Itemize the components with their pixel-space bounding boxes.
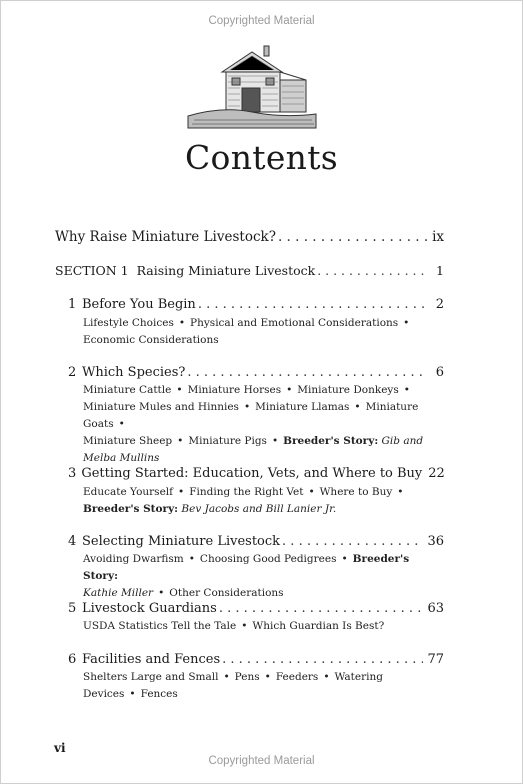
chapter-title: Which Species?: [82, 365, 186, 380]
chapter-title: Before You Begin: [82, 297, 196, 312]
dot-leader: [282, 534, 423, 549]
breeder-story-name: Bev Jacobs and Bill Lanier Jr.: [181, 503, 337, 515]
topic: Miniature Donkeys: [297, 384, 399, 396]
chapter-topics: Avoiding Dwarfism • Choosing Good Pedigrees • Breeder's Story: Kathie Miller • Other Considerations: [83, 553, 410, 599]
topic: Physical and Emotional Considerations: [190, 317, 399, 329]
toc-chapter: [68, 466, 444, 481]
topic: Miniature Mules and Hinnies: [83, 401, 239, 413]
watermark-bottom: Copyrighted Material: [208, 755, 315, 767]
topic: Miniature Cattle: [83, 384, 172, 396]
dot-leader: [219, 601, 424, 616]
toc-chapter: [68, 601, 444, 616]
section-label: SECTION 1 Raising Miniature Livestock: [55, 263, 316, 278]
topic: Finding the Right Vet: [189, 486, 304, 498]
topic: Fences: [140, 688, 178, 700]
toc-chapter: [68, 297, 444, 312]
page-title: Contents: [184, 138, 338, 177]
topic: Pens: [234, 671, 260, 683]
topic: Avoiding Dwarfism: [83, 553, 184, 565]
chapter-page: 63: [427, 601, 444, 616]
chapter-title: Livestock Guardians: [82, 601, 217, 616]
breeder-story-label: Breeder's Story:: [83, 553, 410, 582]
topic: Choosing Good Pedigrees: [199, 553, 337, 565]
topic: Miniature Pigs: [188, 435, 267, 447]
chapter-topics: Miniature Cattle • Miniature Horses • Miniature Donkeys • Miniature Mules and Hinnies • Miniature Llamas • Miniature Goats • Miniature Sheep • Miniature Pigs • Breeder's Story: Gib and Melba Mullins: [83, 384, 424, 464]
chapter-number: 1: [68, 297, 77, 312]
topic: Miniature Goats: [83, 401, 419, 430]
topic: Educate Yourself: [83, 486, 174, 498]
toc-chapter: [68, 652, 444, 667]
dot-leader: [198, 297, 428, 312]
chapter-topics: Lifestyle Choices • Physical and Emotional Considerations • Economic Considerations: [83, 317, 410, 346]
toc-section-1: [55, 263, 444, 278]
chapter-page: 36: [427, 534, 444, 549]
topic: Miniature Horses: [187, 384, 282, 396]
breeder-story-label: Breeder's Story:: [283, 435, 379, 447]
topic: USDA Statistics Tell the Tale: [83, 620, 237, 632]
chapter-number: 4: [68, 534, 77, 549]
topic: Other Considerations: [169, 587, 284, 599]
dot-leader: [278, 229, 428, 245]
section-page: 1: [436, 263, 444, 278]
watermark-top: Copyrighted Material: [208, 15, 315, 27]
chapter-topics: USDA Statistics Tell the Tale • Which Guardian Is Best?: [83, 620, 385, 632]
breeder-story-name: Kathie Miller: [83, 587, 154, 599]
toc-page: ix: [432, 229, 444, 245]
chapter-page: 6: [435, 365, 444, 380]
barn-illustration: [182, 42, 322, 130]
chapter-topics: Shelters Large and Small • Pens • Feeders • Watering Devices • Fences: [83, 671, 383, 700]
topic: Watering Devices: [83, 671, 383, 700]
chapter-page: 2: [435, 297, 444, 312]
topic: Miniature Llamas: [255, 401, 350, 413]
chapter-title: Facilities and Fences: [82, 652, 221, 667]
toc-chapter: [68, 365, 444, 380]
chapter-number: 2: [68, 365, 77, 380]
topic: Where to Buy: [319, 486, 393, 498]
dot-leader: [317, 263, 428, 278]
page-number: vi: [54, 741, 66, 755]
topic: Miniature Sheep: [83, 435, 173, 447]
chapter-title: Getting Started: Education, Vets, and Where to Buy: [81, 466, 423, 481]
topic: Shelters Large and Small: [83, 671, 219, 683]
topic: Economic Considerations: [83, 334, 219, 346]
chapter-topics: Educate Yourself • Finding the Right Vet • Where to Buy • Breeder's Story: Bev Jacobs and Bill Lanier Jr.: [83, 486, 404, 515]
chapter-page: 77: [427, 652, 444, 667]
toc-entry-intro: [55, 229, 444, 245]
chapter-number: 5: [68, 601, 77, 616]
chapter-page: 22: [428, 466, 445, 481]
dot-leader: [187, 365, 428, 380]
toc-chapter: [68, 534, 444, 549]
topic: Which Guardian Is Best?: [252, 620, 385, 632]
toc-label: Why Raise Miniature Livestock?: [55, 229, 276, 245]
topic: Lifestyle Choices: [83, 317, 174, 329]
breeder-story-name: Gib and Melba Mullins: [83, 435, 424, 464]
chapter-number: 3: [68, 466, 77, 481]
dot-leader: [222, 652, 423, 667]
chapter-number: 6: [68, 652, 77, 667]
breeder-story-label: Breeder's Story:: [83, 503, 179, 515]
chapter-title: Selecting Miniature Livestock: [82, 534, 281, 549]
topic: Feeders: [275, 671, 319, 683]
